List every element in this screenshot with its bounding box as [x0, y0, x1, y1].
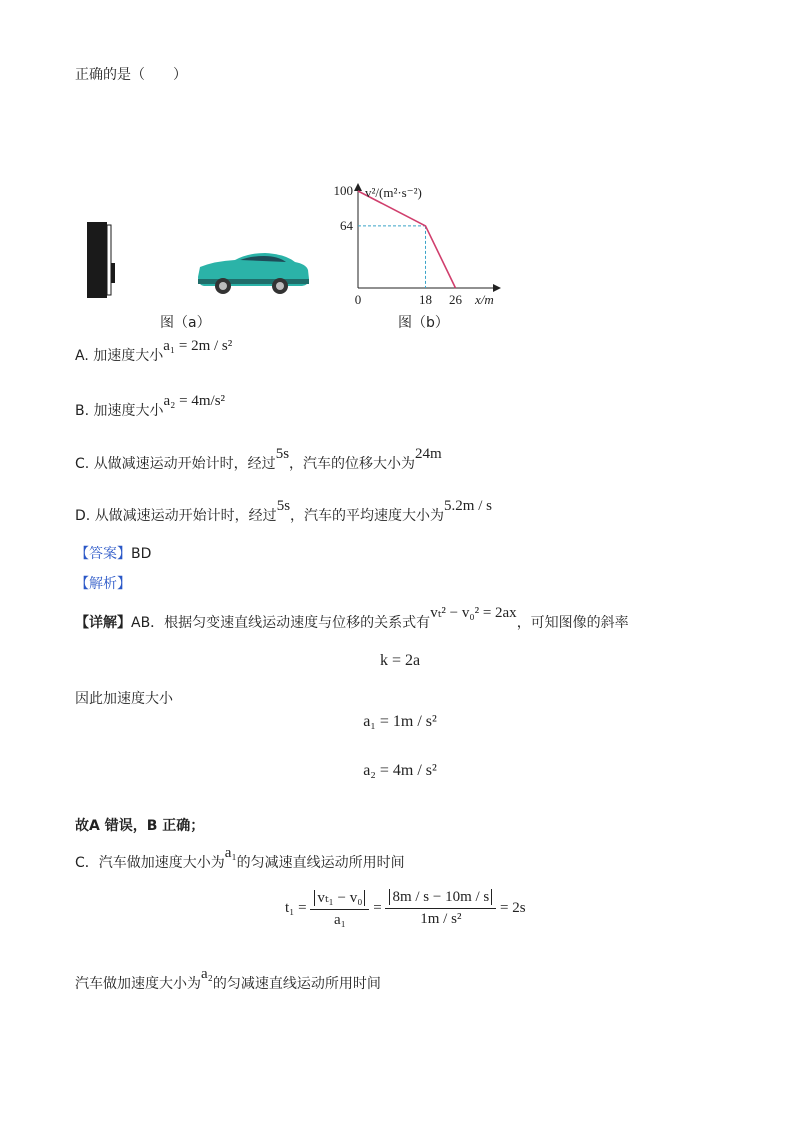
x-axis-label: x/m — [475, 292, 494, 305]
x-tick-label-0: 0 — [354, 292, 362, 305]
t1-lhs: t₁ = — [285, 900, 307, 916]
option-math: a₁ = 2m / s² — [163, 338, 233, 354]
last-line — [75, 966, 381, 993]
last-variable: a₂ — [201, 966, 213, 982]
x-tick-label-26: 26 — [449, 292, 462, 305]
option-math: 5s — [275, 446, 290, 462]
v2-x-chart — [325, 180, 515, 305]
option-math: a₂ = 4m/s² — [163, 393, 226, 409]
a1-equation: a₁ = 1m / s² — [363, 713, 437, 730]
option-math: 24m — [415, 446, 442, 462]
t1-num-1: vₜ₁ − v₀ — [314, 890, 365, 906]
conclusion-ab: 故A 错误，B 正确； — [75, 818, 205, 834]
figure-a-caption: 图（a） — [160, 315, 211, 331]
detail-line — [75, 605, 629, 632]
detail-text: AB．根据匀变速直线运动速度与位移的关系式有 — [131, 615, 431, 631]
x-tick-label-18: 18 — [419, 292, 432, 305]
y-axis-label: v²/(m²·s⁻²) — [365, 185, 422, 200]
last-tail: 的匀减速直线运动所用时间 — [212, 976, 381, 992]
option-text: 加速度大小 — [93, 348, 164, 364]
figure-a — [80, 215, 320, 305]
figure-b-caption: 图（b） — [398, 315, 449, 331]
x-axis-arrow — [493, 284, 501, 292]
wall-and-car-illustration — [80, 215, 320, 305]
t1-num-2: 8m / s − 10m / s — [389, 889, 492, 905]
option-a — [75, 338, 233, 365]
option-text: 加速度大小 — [93, 403, 164, 419]
t1-equation: t₁ = $\frac{\text{vₜ₁ − v₀}}{\text{a₁}}$ = $\frac{8m / s - 10m / s}{\text{1m / s²}}$ = 2s — [285, 889, 526, 928]
last-intro: 汽车做加速度大小为 — [75, 976, 201, 992]
option-mid-text: ，汽车的平均速度大小为 — [290, 508, 445, 524]
detail-tail: ，可知图像的斜率 — [516, 615, 629, 631]
slope-equation: k = 2a — [379, 652, 421, 669]
y-tick-label-100: 100 — [333, 183, 353, 198]
option-d — [75, 498, 492, 525]
answer-label: 【答案】 — [75, 546, 131, 562]
option-b — [75, 393, 226, 420]
option-text: 从做减速运动开始计时，经过 — [93, 456, 276, 472]
t1-result: = 2s — [500, 900, 526, 916]
option-math: 5.2m / s — [444, 498, 492, 514]
t1-fraction-1 — [310, 888, 369, 929]
figure-b-chart — [325, 180, 515, 309]
answer-line — [75, 543, 151, 563]
t1-den-2: 1m / s² — [420, 911, 462, 927]
option-c — [75, 446, 442, 473]
detail-label: 【详解】 — [75, 615, 131, 631]
option-key: C. — [75, 456, 90, 472]
car-icon — [198, 253, 309, 294]
detail-formula: vₜ² − v₀² = 2ax — [430, 605, 517, 621]
option-key: D. — [75, 508, 91, 524]
option-key: B. — [75, 403, 90, 419]
option-mid-text: ，汽车的位移大小为 — [289, 456, 416, 472]
y-tick-label-64: 64 — [340, 217, 353, 233]
option-text: 从做减速运动开始计时，经过 — [94, 508, 277, 524]
answer-value: BD — [131, 546, 152, 562]
analysis-label: 【解析】 — [75, 576, 131, 592]
t1-fraction-2 — [385, 889, 496, 928]
option-key: A. — [75, 348, 89, 364]
series-line — [358, 191, 456, 288]
question-stem: 正确的是（ ） — [75, 67, 187, 83]
c-variable: a₁ — [224, 845, 237, 861]
option-math: 5s — [276, 498, 291, 514]
c-tail: 的匀减速直线运动所用时间 — [236, 855, 405, 871]
c-intro: C．汽车做加速度大小为 — [75, 855, 225, 871]
therefore-text: 因此加速度大小 — [75, 691, 173, 707]
a2-equation: a₂ = 4m / s² — [363, 762, 437, 779]
c-line — [75, 845, 405, 872]
y-axis-arrow — [354, 183, 362, 191]
t1-den-1: a₁ — [333, 912, 346, 928]
